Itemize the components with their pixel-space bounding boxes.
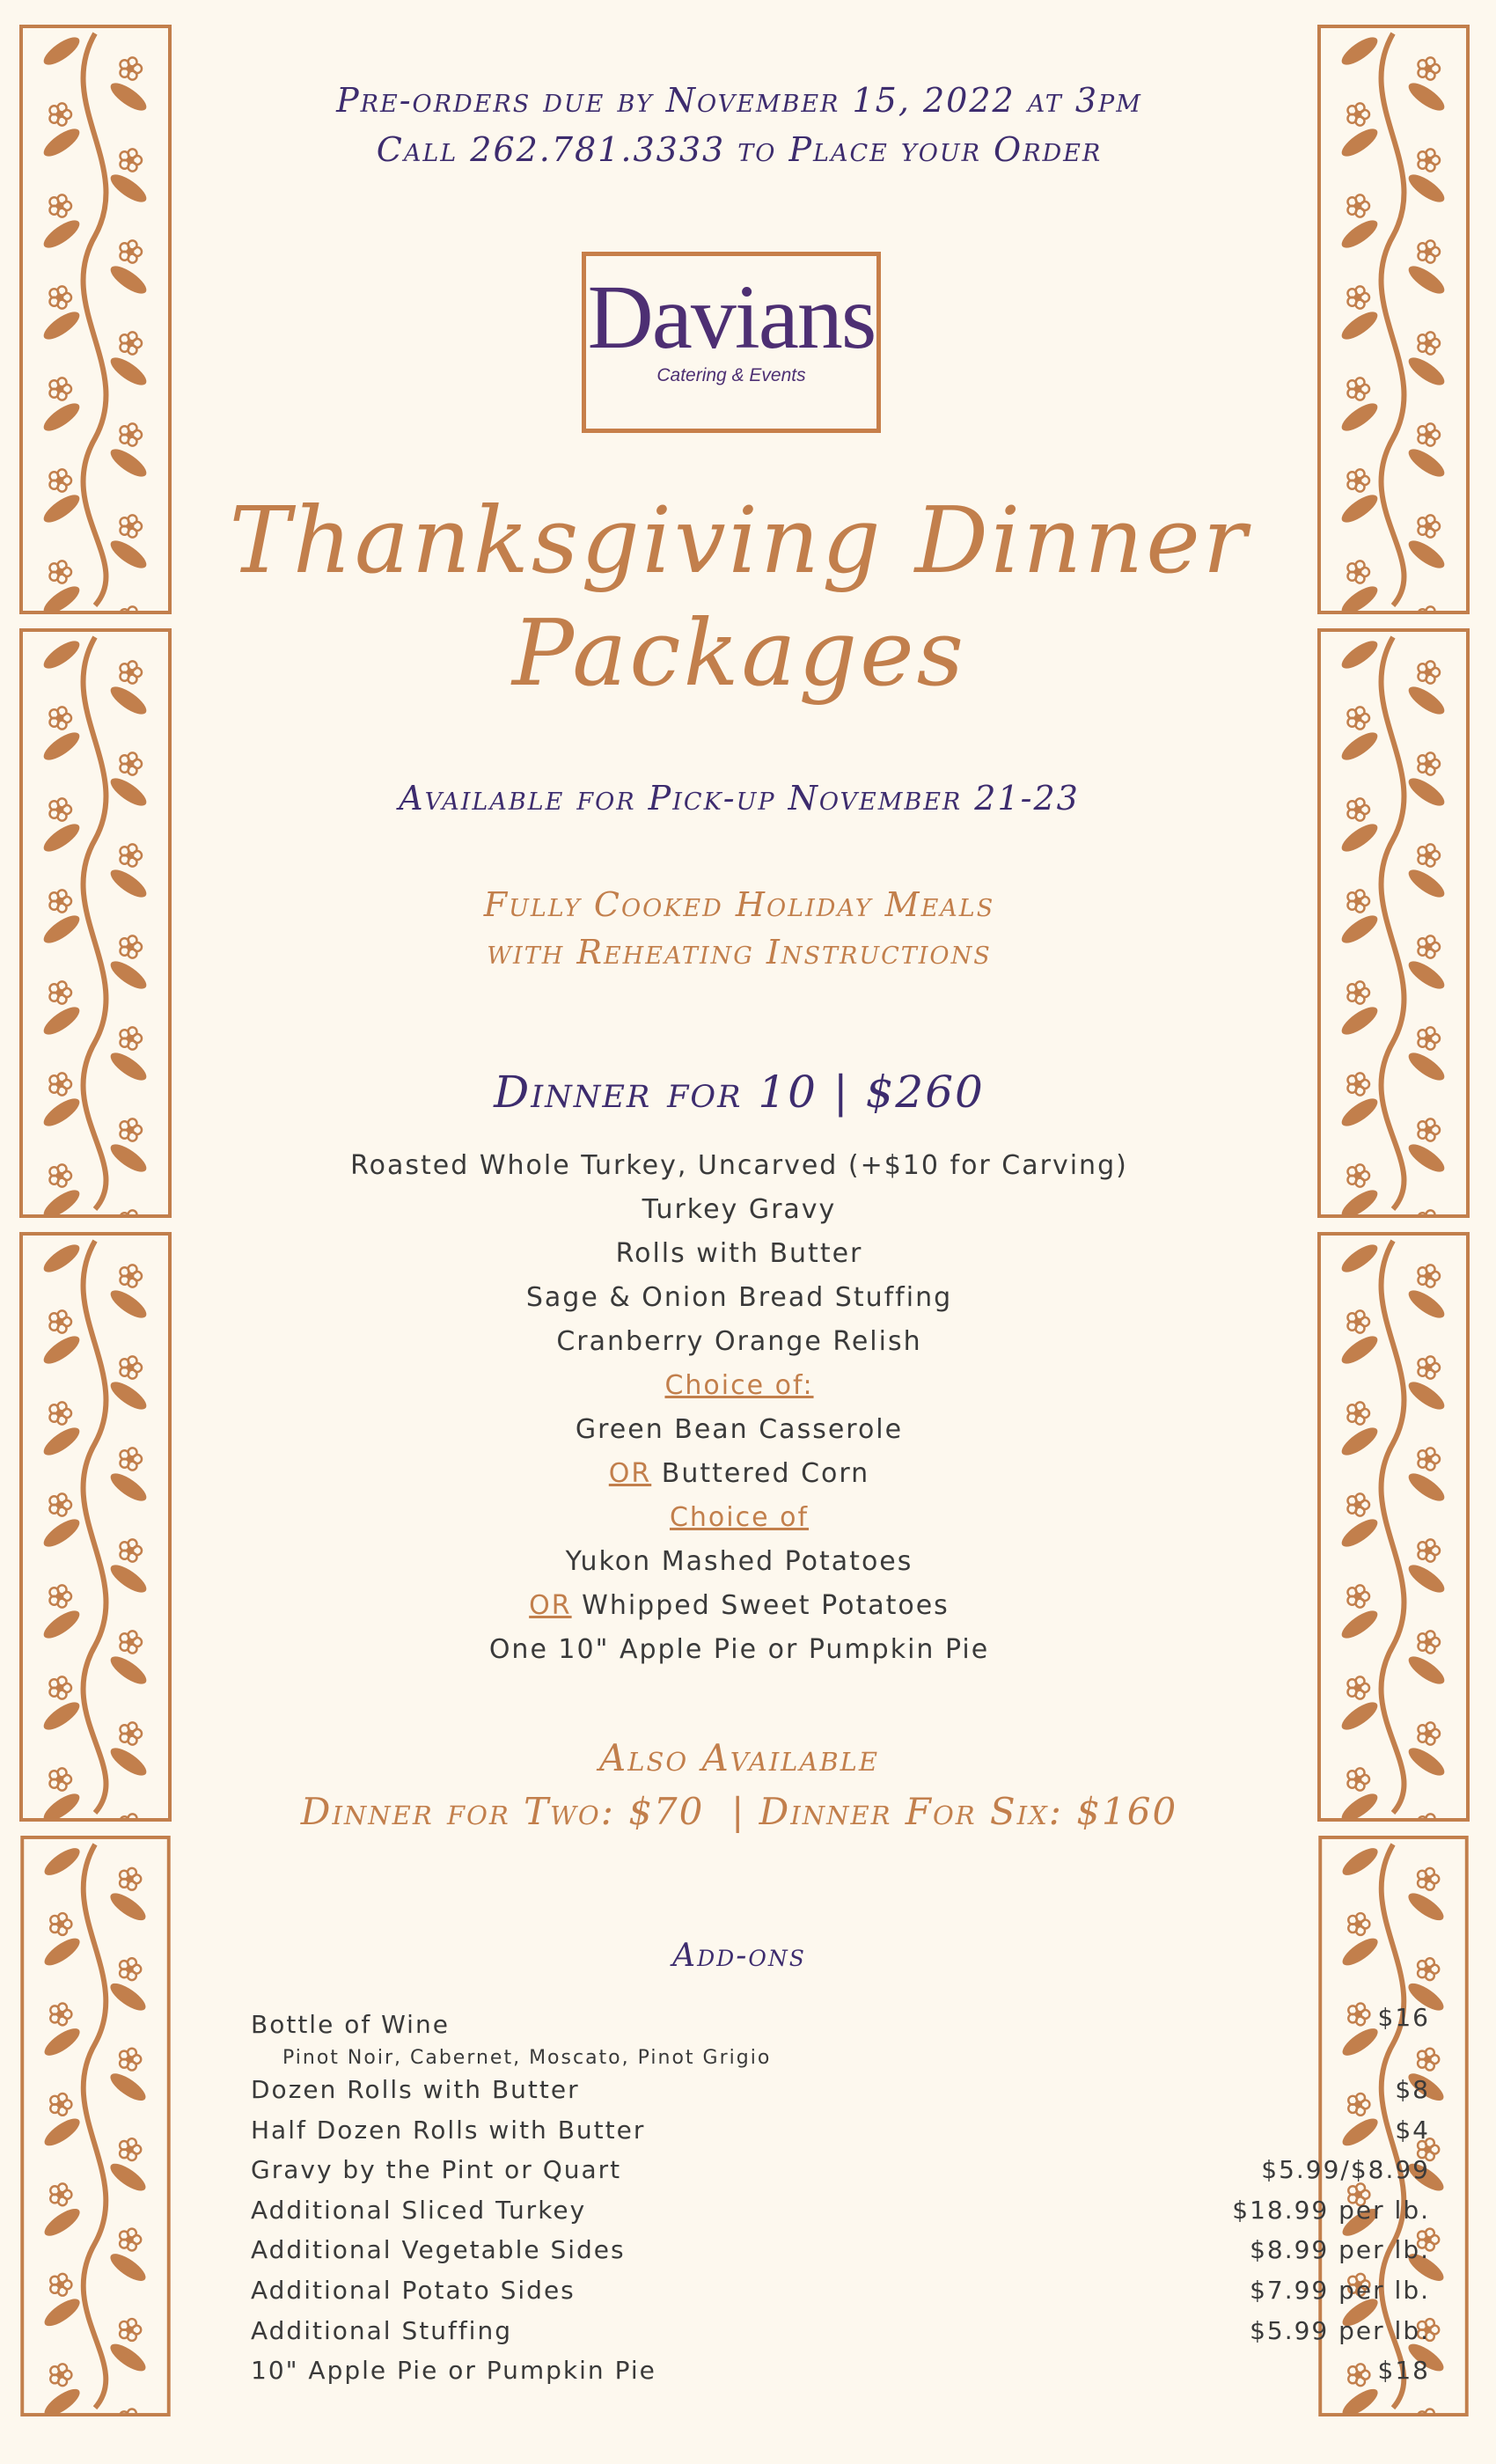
page-title: Thanksgiving Dinner: [229, 487, 1250, 594]
item-text: Yukon Mashed Potatoes: [565, 1546, 913, 1577]
addon-row: [251, 2316, 1430, 2357]
addon-row: [251, 2196, 1430, 2236]
davians-logo: [582, 252, 881, 433]
wine-varieties: Pinot Noir, Cabernet, Moscato, Pinot Grigio: [282, 2047, 772, 2069]
addon-row: [251, 2356, 1430, 2396]
addon-name: Half Dozen Rolls with Butter: [251, 2115, 646, 2145]
item-text: Green Bean Casserole: [575, 1414, 904, 1445]
addon-price: $8: [1395, 2075, 1430, 2104]
addon-name: Bottle of Wine: [251, 2010, 450, 2039]
addon-name: Dozen Rolls with Butter: [251, 2075, 580, 2104]
pickup-dates: Available for Pick-up November 21-23: [399, 779, 1080, 818]
floral-panel: [19, 1836, 172, 2416]
item-text: Turkey Gravy: [642, 1194, 837, 1225]
item-text: Roasted Whole Turkey, Uncarved (+$10 for Carving): [350, 1150, 1128, 1181]
package-item: [172, 1408, 1307, 1452]
package-item: [172, 1364, 1307, 1408]
item-text: Sage & Onion Bread Stuffing: [525, 1282, 953, 1313]
addon-price: $7.99 per lb.: [1250, 2275, 1430, 2305]
package-item: [172, 1232, 1307, 1276]
package-item: [172, 1144, 1307, 1188]
addon-price: $8.99 per lb.: [1250, 2235, 1430, 2265]
addon-name: 10" Apple Pie or Pumpkin Pie: [251, 2356, 656, 2386]
floral-panel: [1317, 628, 1470, 1218]
addon-price: $16: [1377, 2003, 1430, 2032]
logo-name: Davians: [587, 267, 876, 368]
package-heading: Dinner for 10 | $260: [494, 1067, 985, 1118]
choice-link: OR: [608, 1458, 652, 1489]
addon-row: [251, 2276, 1430, 2316]
floral-panel: [19, 628, 172, 1218]
addons-heading: Add-ons: [672, 1938, 806, 1974]
package-items: [172, 1144, 1307, 1672]
addon-price: $5.99 per lb.: [1250, 2315, 1430, 2345]
floral-panel: [19, 25, 172, 614]
logo-tagline: Catering & Events: [656, 365, 806, 385]
addon-items: [251, 2075, 1430, 2396]
page-title-line2: Packages: [511, 599, 967, 707]
addon-row: [251, 2075, 1430, 2116]
choice-link: Choice of:: [664, 1370, 814, 1401]
package-item: [172, 1584, 1307, 1628]
addon-price: $5.99/$8.99: [1261, 2155, 1430, 2185]
floral-panel: [19, 1232, 172, 1822]
package-item: [172, 1320, 1307, 1364]
floral-panel: [1317, 1232, 1470, 1822]
package-item: [172, 1628, 1307, 1672]
item-text: Cranberry Orange Relish: [556, 1326, 922, 1357]
also-available-heading: Also Available: [598, 1736, 880, 1779]
addon-row: [251, 2116, 1430, 2156]
package-item: [172, 1540, 1307, 1584]
also-available-prices: Dinner for Two: $70 | Dinner For Six: $160: [300, 1790, 1178, 1833]
addon-name: Gravy by the Pint or Quart: [251, 2155, 622, 2185]
package-item: [172, 1188, 1307, 1232]
addon-name: Additional Sliced Turkey: [251, 2195, 587, 2225]
addon-price: $18.99 per lb.: [1232, 2195, 1430, 2225]
addon-row: [251, 2155, 1430, 2196]
addon-price: $18: [1377, 2356, 1430, 2386]
package-item: [172, 1496, 1307, 1540]
choice-link: Choice of: [669, 1502, 810, 1533]
package-item: [172, 1276, 1307, 1320]
item-text: One 10" Apple Pie or Pumpkin Pie: [488, 1634, 990, 1665]
addon-name: Additional Potato Sides: [251, 2275, 576, 2305]
choice-link: OR: [529, 1590, 572, 1621]
addon-row-wine: [251, 1998, 1430, 2075]
addons-list: [251, 1998, 1430, 2396]
subtitle-line2: with Reheating Instructions: [487, 933, 992, 972]
preorder-deadline: Pre-orders due by November 15, 2022 at 3pm: [336, 81, 1142, 120]
item-text: Whipped Sweet Potatoes: [571, 1590, 950, 1621]
order-phone: Call 262.781.3333 to Place your Order: [376, 130, 1103, 169]
item-text: Rolls with Butter: [615, 1238, 863, 1269]
package-item: [172, 1452, 1307, 1496]
addon-name: Additional Stuffing: [251, 2315, 512, 2345]
addon-row: [251, 2235, 1430, 2276]
addon-name: Additional Vegetable Sides: [251, 2235, 626, 2265]
item-text: Buttered Corn: [651, 1458, 870, 1489]
floral-panel: [1317, 25, 1470, 614]
subtitle-line1: Fully Cooked Holiday Meals: [483, 885, 995, 924]
addon-price: $4: [1395, 2115, 1430, 2145]
